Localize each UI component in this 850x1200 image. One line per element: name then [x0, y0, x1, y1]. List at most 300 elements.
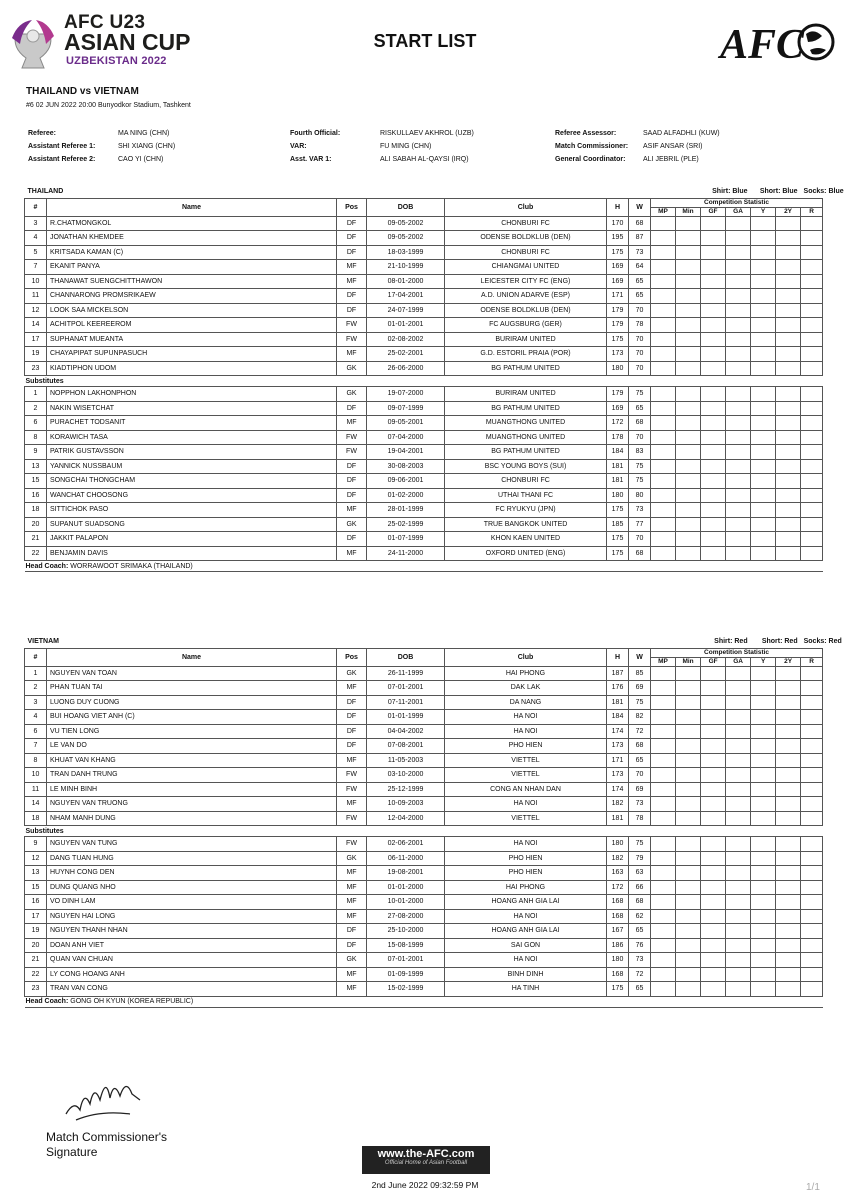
- stat-cell: [726, 909, 751, 924]
- logo-line-1: AFC U23: [64, 12, 146, 33]
- official-label: Assistant Referee 2:: [28, 156, 96, 163]
- stat-cell: [801, 953, 823, 968]
- team-header-row: [25, 636, 823, 648]
- player-number: 2: [25, 681, 47, 696]
- player-number: 13: [25, 459, 47, 474]
- player-position: MF: [337, 274, 367, 289]
- player-position: MF: [337, 967, 367, 982]
- head-coach: [25, 996, 823, 1007]
- col-name: Name: [47, 648, 337, 666]
- player-name: NGUYEN VAN TRUONG: [47, 797, 337, 812]
- stat-cell: [726, 797, 751, 812]
- player-row: [25, 837, 823, 852]
- player-name: WANCHAT CHOOSONG: [47, 488, 337, 503]
- stat-cell: [701, 532, 726, 547]
- stat-cell: [751, 753, 776, 768]
- player-row: [25, 782, 823, 797]
- stat-cell: [751, 938, 776, 953]
- player-club: HA NOI: [445, 909, 607, 924]
- player-position: DF: [337, 710, 367, 725]
- player-weight: 78: [629, 811, 651, 826]
- stat-cell: [701, 724, 726, 739]
- player-height: 171: [607, 753, 629, 768]
- player-club: FC AUGSBURG (GER): [445, 318, 607, 333]
- player-weight: 70: [629, 347, 651, 362]
- afc-logo-text: AFC: [720, 22, 805, 68]
- col-competition-statistic: Competition Statistic: [651, 198, 823, 207]
- player-row: [25, 695, 823, 710]
- player-number: 14: [25, 318, 47, 333]
- player-dob: 19-08-2001: [367, 866, 445, 881]
- player-name: LOOK SAA MICKELSON: [47, 303, 337, 318]
- stat-cell: [776, 401, 801, 416]
- stat-cell: [776, 332, 801, 347]
- player-dob: 24-11-2000: [367, 546, 445, 561]
- player-height: 174: [607, 782, 629, 797]
- stat-cell: [726, 851, 751, 866]
- player-club: DA NANG: [445, 695, 607, 710]
- player-dob: 01-01-2000: [367, 880, 445, 895]
- player-row: [25, 474, 823, 489]
- player-weight: 77: [629, 517, 651, 532]
- player-position: DF: [337, 459, 367, 474]
- player-position: DF: [337, 303, 367, 318]
- player-dob: 09-06-2001: [367, 474, 445, 489]
- player-height: 175: [607, 245, 629, 260]
- player-dob: 07-04-2000: [367, 430, 445, 445]
- stat-cell: [701, 488, 726, 503]
- stat-cell: [751, 347, 776, 362]
- player-name: KIADTIPHON UDOM: [47, 361, 337, 376]
- player-dob: 25-10-2000: [367, 924, 445, 939]
- player-dob: 28-01-1999: [367, 503, 445, 518]
- player-weight: 70: [629, 303, 651, 318]
- stat-cell: [801, 753, 823, 768]
- stat-cell: [751, 782, 776, 797]
- stat-cell: [676, 710, 701, 725]
- player-height: 173: [607, 739, 629, 754]
- col-min: Min: [676, 657, 701, 666]
- player-row: [25, 445, 823, 460]
- stat-cell: [651, 724, 676, 739]
- head-coach: [25, 561, 823, 572]
- stat-cell: [776, 880, 801, 895]
- player-number: 11: [25, 782, 47, 797]
- stat-cell: [676, 666, 701, 681]
- stat-cell: [651, 753, 676, 768]
- player-number: 23: [25, 982, 47, 997]
- official-value: ASIF ANSAR (SRI): [643, 143, 703, 150]
- stat-cell: [726, 880, 751, 895]
- player-club: BG PATHUM UNITED: [445, 401, 607, 416]
- stat-cell: [776, 782, 801, 797]
- stat-cell: [726, 387, 751, 402]
- stat-cell: [726, 361, 751, 376]
- player-name: JONATHAN KHEMDEE: [47, 231, 337, 246]
- player-weight: 70: [629, 332, 651, 347]
- stat-cell: [801, 695, 823, 710]
- stat-cell: [776, 503, 801, 518]
- website-tagline: Official Home of Asian Football: [384, 1160, 468, 1166]
- player-club: VIETTEL: [445, 753, 607, 768]
- stat-cell: [676, 303, 701, 318]
- player-number: 12: [25, 851, 47, 866]
- player-dob: 04-04-2002: [367, 724, 445, 739]
- player-position: MF: [337, 866, 367, 881]
- stat-cell: [776, 517, 801, 532]
- player-row: [25, 503, 823, 518]
- col-r: R: [801, 657, 823, 666]
- stat-cell: [751, 768, 776, 783]
- stat-cell: [651, 245, 676, 260]
- stat-cell: [676, 387, 701, 402]
- stat-cell: [676, 401, 701, 416]
- stat-cell: [701, 782, 726, 797]
- stat-cell: [676, 546, 701, 561]
- player-club: HA NOI: [445, 953, 607, 968]
- stat-cell: [751, 532, 776, 547]
- stat-cell: [776, 851, 801, 866]
- player-number: 22: [25, 967, 47, 982]
- player-height: 195: [607, 231, 629, 246]
- player-position: DF: [337, 488, 367, 503]
- player-name: TRAN VAN CONG: [47, 982, 337, 997]
- player-name: PATRIK GUSTAVSSON: [47, 445, 337, 460]
- col-w: W: [629, 198, 651, 216]
- player-row: [25, 768, 823, 783]
- stat-cell: [651, 953, 676, 968]
- player-number: 19: [25, 347, 47, 362]
- stat-cell: [651, 982, 676, 997]
- stat-cell: [676, 851, 701, 866]
- team-table: [24, 636, 842, 1008]
- player-club: CHONBURI FC: [445, 474, 607, 489]
- stat-cell: [751, 289, 776, 304]
- stat-cell: [676, 895, 701, 910]
- player-height: 169: [607, 274, 629, 289]
- stat-cell: [676, 274, 701, 289]
- stat-cell: [701, 231, 726, 246]
- stat-cell: [676, 260, 701, 275]
- player-weight: 73: [629, 245, 651, 260]
- player-height: 167: [607, 924, 629, 939]
- player-height: 181: [607, 474, 629, 489]
- stat-cell: [651, 924, 676, 939]
- stat-cell: [751, 459, 776, 474]
- stat-cell: [701, 274, 726, 289]
- stat-cell: [676, 361, 701, 376]
- player-weight: 76: [629, 938, 651, 953]
- player-number: 14: [25, 797, 47, 812]
- stat-cell: [676, 924, 701, 939]
- player-dob: 25-02-1999: [367, 517, 445, 532]
- stat-cell: [676, 953, 701, 968]
- player-club: G.D. ESTORIL PRAIA (POR): [445, 347, 607, 362]
- head-coach-name: GONG OH KYUN (KOREA REPUBLIC): [70, 998, 194, 1005]
- stat-cell: [726, 416, 751, 431]
- player-height: 168: [607, 967, 629, 982]
- player-name: LE VAN DO: [47, 739, 337, 754]
- website-url: www.the-AFC.com: [377, 1148, 475, 1160]
- stat-cell: [801, 837, 823, 852]
- stat-cell: [701, 474, 726, 489]
- stat-cell: [676, 532, 701, 547]
- stat-cell: [701, 797, 726, 812]
- player-position: MF: [337, 503, 367, 518]
- stat-cell: [701, 695, 726, 710]
- player-row: [25, 924, 823, 939]
- stat-cell: [801, 318, 823, 333]
- player-number: 9: [25, 445, 47, 460]
- stat-cell: [751, 924, 776, 939]
- official-label: Assistant Referee 1:: [28, 143, 96, 150]
- stat-cell: [751, 710, 776, 725]
- player-position: GK: [337, 666, 367, 681]
- player-number: 7: [25, 739, 47, 754]
- stat-cell: [776, 274, 801, 289]
- player-weight: 79: [629, 851, 651, 866]
- player-name: BENJAMIN DAVIS: [47, 546, 337, 561]
- stat-cell: [701, 546, 726, 561]
- player-height: 180: [607, 361, 629, 376]
- stat-cell: [701, 681, 726, 696]
- player-position: MF: [337, 982, 367, 997]
- player-weight: 70: [629, 430, 651, 445]
- stat-cell: [751, 474, 776, 489]
- stat-cell: [676, 503, 701, 518]
- player-number: 6: [25, 416, 47, 431]
- player-row: [25, 546, 823, 561]
- stat-cell: [701, 982, 726, 997]
- stat-cell: [676, 938, 701, 953]
- stat-cell: [676, 332, 701, 347]
- stat-cell: [801, 924, 823, 939]
- player-position: MF: [337, 347, 367, 362]
- stat-cell: [776, 289, 801, 304]
- stat-cell: [801, 782, 823, 797]
- player-dob: 19-04-2001: [367, 445, 445, 460]
- stat-cell: [751, 274, 776, 289]
- player-club: KHON KAEN UNITED: [445, 532, 607, 547]
- player-club: MUANGTHONG UNITED: [445, 430, 607, 445]
- match-title: THAILAND vs VIETNAM: [26, 86, 139, 97]
- stat-cell: [751, 260, 776, 275]
- player-weight: 75: [629, 695, 651, 710]
- stat-cell: [776, 666, 801, 681]
- player-club: HAI PHONG: [445, 880, 607, 895]
- stat-cell: [676, 216, 701, 231]
- player-weight: 70: [629, 532, 651, 547]
- player-position: DF: [337, 474, 367, 489]
- stat-cell: [776, 909, 801, 924]
- stat-cell: [751, 387, 776, 402]
- stat-cell: [726, 347, 751, 362]
- col-ga: GA: [726, 657, 751, 666]
- player-height: 172: [607, 416, 629, 431]
- stat-cell: [776, 710, 801, 725]
- col-club: Club: [445, 648, 607, 666]
- stat-cell: [676, 797, 701, 812]
- player-weight: 68: [629, 546, 651, 561]
- player-height: 176: [607, 681, 629, 696]
- substitutes-row: [25, 826, 823, 837]
- official-label: Referee:: [28, 130, 57, 137]
- stat-cell: [776, 681, 801, 696]
- official-value: SHI XIANG (CHN): [118, 143, 176, 150]
- stat-cell: [651, 216, 676, 231]
- stat-cell: [701, 666, 726, 681]
- player-position: MF: [337, 546, 367, 561]
- player-weight: 72: [629, 724, 651, 739]
- stat-cell: [701, 739, 726, 754]
- player-row: [25, 909, 823, 924]
- player-dob: 02-06-2001: [367, 837, 445, 852]
- stat-cell: [676, 739, 701, 754]
- stat-cell: [726, 216, 751, 231]
- player-club: BSC YOUNG BOYS (SUI): [445, 459, 607, 474]
- player-name: SONGCHAI THONGCHAM: [47, 474, 337, 489]
- player-dob: 01-01-2001: [367, 318, 445, 333]
- col-gf: GF: [701, 207, 726, 216]
- head-coach-label: Head Coach:: [25, 562, 69, 570]
- stat-cell: [801, 768, 823, 783]
- stat-cell: [651, 695, 676, 710]
- stat-cell: [701, 895, 726, 910]
- player-row: [25, 851, 823, 866]
- player-club: VIETTEL: [445, 768, 607, 783]
- player-position: DF: [337, 401, 367, 416]
- stat-cell: [751, 967, 776, 982]
- player-name: VO DINH LAM: [47, 895, 337, 910]
- player-row: [25, 532, 823, 547]
- col-dob: DOB: [367, 198, 445, 216]
- player-dob: 11-05-2003: [367, 753, 445, 768]
- stat-cell: [751, 797, 776, 812]
- player-weight: 73: [629, 503, 651, 518]
- stat-cell: [676, 347, 701, 362]
- logo-line-2: ASIAN CUP: [64, 29, 191, 55]
- player-club: TRUE BANGKOK UNITED: [445, 517, 607, 532]
- player-club: A.D. UNION ADARVE (ESP): [445, 289, 607, 304]
- player-number: 1: [25, 387, 47, 402]
- player-row: [25, 681, 823, 696]
- stat-cell: [751, 895, 776, 910]
- stat-cell: [676, 416, 701, 431]
- col-club: Club: [445, 198, 607, 216]
- player-dob: 10-09-2003: [367, 797, 445, 812]
- col-min: Min: [676, 207, 701, 216]
- kit-shirt: Shirt: Blue: [712, 188, 748, 196]
- stat-cell: [726, 332, 751, 347]
- player-row: [25, 274, 823, 289]
- stat-cell: [726, 924, 751, 939]
- stat-cell: [726, 245, 751, 260]
- stat-cell: [776, 797, 801, 812]
- player-club: BG PATHUM UNITED: [445, 361, 607, 376]
- stat-cell: [676, 695, 701, 710]
- player-weight: 65: [629, 753, 651, 768]
- player-dob: 01-02-2000: [367, 488, 445, 503]
- stat-cell: [726, 982, 751, 997]
- stat-cell: [801, 710, 823, 725]
- stat-cell: [776, 361, 801, 376]
- stat-cell: [776, 216, 801, 231]
- stat-cell: [676, 459, 701, 474]
- player-number: 12: [25, 303, 47, 318]
- stat-cell: [676, 753, 701, 768]
- stat-cell: [676, 837, 701, 852]
- player-row: [25, 260, 823, 275]
- stat-cell: [651, 710, 676, 725]
- player-club: BURIRAM UNITED: [445, 387, 607, 402]
- stat-cell: [676, 967, 701, 982]
- official-label: Asst. VAR 1:: [290, 156, 332, 163]
- stat-cell: [651, 361, 676, 376]
- stat-cell: [701, 289, 726, 304]
- official-value: ALI JEBRIL (PLE): [643, 156, 699, 163]
- stat-cell: [751, 517, 776, 532]
- player-number: 3: [25, 216, 47, 231]
- player-height: 180: [607, 953, 629, 968]
- stat-cell: [776, 488, 801, 503]
- stat-cell: [651, 811, 676, 826]
- player-weight: 66: [629, 880, 651, 895]
- player-position: DF: [337, 724, 367, 739]
- player-club: MUANGTHONG UNITED: [445, 416, 607, 431]
- official-label: Fourth Official:: [290, 130, 341, 137]
- player-name: DANG TUAN HUNG: [47, 851, 337, 866]
- official-value: MA NING (CHN): [118, 130, 170, 137]
- player-row: [25, 753, 823, 768]
- stat-cell: [801, 517, 823, 532]
- player-weight: 68: [629, 416, 651, 431]
- kit-socks: Socks: Red: [803, 638, 842, 646]
- player-weight: 64: [629, 260, 651, 275]
- player-position: FW: [337, 811, 367, 826]
- official-value: SAAD ALFADHLI (KUW): [643, 130, 720, 137]
- player-name: NGUYEN THANH NHAN: [47, 924, 337, 939]
- stat-cell: [751, 216, 776, 231]
- col-y2: 2Y: [776, 207, 801, 216]
- player-weight: 78: [629, 318, 651, 333]
- player-dob: 27-08-2000: [367, 909, 445, 924]
- player-height: 171: [607, 289, 629, 304]
- player-weight: 68: [629, 739, 651, 754]
- stat-cell: [801, 546, 823, 561]
- stat-cell: [801, 361, 823, 376]
- col-competition-statistic: Competition Statistic: [651, 648, 823, 657]
- stat-cell: [801, 880, 823, 895]
- stat-cell: [651, 430, 676, 445]
- stat-cell: [651, 681, 676, 696]
- player-row: [25, 982, 823, 997]
- stat-cell: [701, 811, 726, 826]
- player-height: 169: [607, 260, 629, 275]
- afc-u23-logo: [8, 10, 218, 72]
- stat-cell: [751, 880, 776, 895]
- team-table: [24, 186, 844, 572]
- col-mp: MP: [651, 657, 676, 666]
- player-dob: 07-08-2001: [367, 739, 445, 754]
- signature-caption-line-2: Signature: [46, 1145, 98, 1159]
- official-value: ALI SABAH AL-QAYSI (IRQ): [380, 156, 469, 163]
- player-weight: 65: [629, 924, 651, 939]
- stat-cell: [651, 387, 676, 402]
- stat-cell: [751, 245, 776, 260]
- player-dob: 24-07-1999: [367, 303, 445, 318]
- stat-cell: [701, 430, 726, 445]
- player-number: 20: [25, 938, 47, 953]
